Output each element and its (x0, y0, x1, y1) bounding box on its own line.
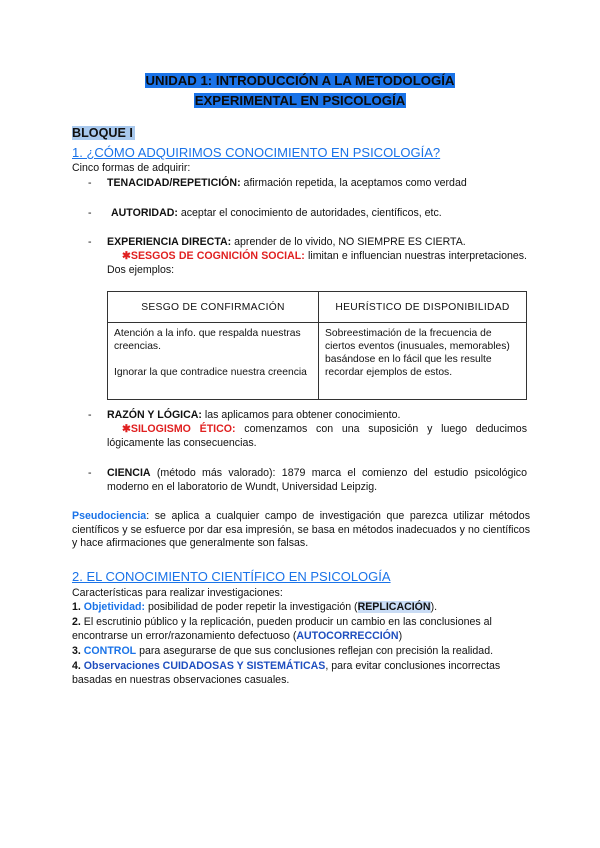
characteristic-2: 2. El escrutinio público y la replicación, pueden producir un cambio en las conclusiones al encontrarse un error/razonamiento defectuoso (AUTOCORRECCIÓN) (72, 616, 492, 642)
table-header: SESGO DE CONFIRMACIÓN (108, 292, 319, 323)
item-ciencia: CIENCIA (método más valorado): 1879 marca el comienzo del estudio psicológico moderno en el laboratorio de Wundt, Universidad Leipzig. (107, 467, 527, 493)
characteristic-4: 4. Observaciones CUIDADOSAS Y SISTEMÁTICAS, para evitar conclusiones incorrectas basadas en nuestras observaciones casuales. (72, 660, 501, 686)
section2-intro: Características para realizar investigaciones: (72, 587, 283, 599)
bullet-dash: - (88, 207, 92, 219)
silogismo-note: ✱SILOGISMO ÉTICO: comenzamos con una suposición y luego deducimos lógicamente las consecuencias. (107, 423, 527, 449)
bullet-dash: - (88, 177, 92, 189)
section1-intro: Cinco formas de adquirir: (72, 162, 191, 174)
characteristic-1: 1. Objetividad: posibilidad de poder repetir la investigación (REPLICACIÓN). (72, 601, 438, 613)
page-title (0, 71, 600, 110)
section1-heading: 1. ¿CÓMO ADQUIRIMOS CONOCIMIENTO EN PSICOLOGÍA? (72, 145, 441, 160)
item-experiencia: EXPERIENCIA DIRECTA: aprender de lo vivido, NO SIEMPRE ES CIERTA. (107, 236, 466, 248)
sesgos-table (107, 291, 527, 400)
item-autoridad: AUTORIDAD: aceptar el conocimiento de autoridades, científicos, etc. (111, 207, 442, 219)
table-cell: Sobreestimación de la frecuencia de ciertos eventos (inusuales, memorables) basándose en lo fácil que les resulte recordar ejemplos de estos. (319, 323, 527, 400)
characteristic-3: 3. CONTROL para asegurarse de que sus conclusiones reflejan con precisión la realidad. (72, 645, 494, 657)
title-line-1: UNIDAD 1: INTRODUCCIÓN A LA METODOLOGÍA (145, 73, 455, 88)
bullet-dash: - (88, 236, 92, 248)
bullet-dash: - (88, 467, 92, 479)
sesgos-note: ✱SESGOS DE COGNICIÓN SOCIAL: limitan e influencian nuestras interpretaciones. Dos ejemplos: (107, 250, 527, 276)
table-header: HEURÍSTICO DE DISPONIBILIDAD (319, 292, 527, 323)
bullet-dash: - (88, 409, 92, 421)
title-line-2: EXPERIMENTAL EN PSICOLOGÍA (194, 92, 406, 108)
bloque-heading: BLOQUE I (72, 126, 133, 140)
pseudociencia-paragraph: Pseudociencia: se aplica a cualquier campo de investigación que parezca utilizar métodos científicos y se esfuerce por dar esa impresión, se basa en métodos inadecuados y no científicos y hace afirmaciones que generalmente son falsas. (72, 510, 530, 550)
item-tenacidad: TENACIDAD/REPETICIÓN: afirmación repetida, la aceptamos como verdad (107, 177, 467, 189)
section2-heading: 2. EL CONOCIMIENTO CIENTÍFICO EN PSICOLOGÍA (72, 569, 391, 584)
item-razon: RAZÓN Y LÓGICA: las aplicamos para obtener conocimiento. (107, 409, 401, 421)
table-cell: Atención a la info. que respalda nuestras creencias. Ignorar la que contradice nuestra creencia (108, 323, 319, 400)
